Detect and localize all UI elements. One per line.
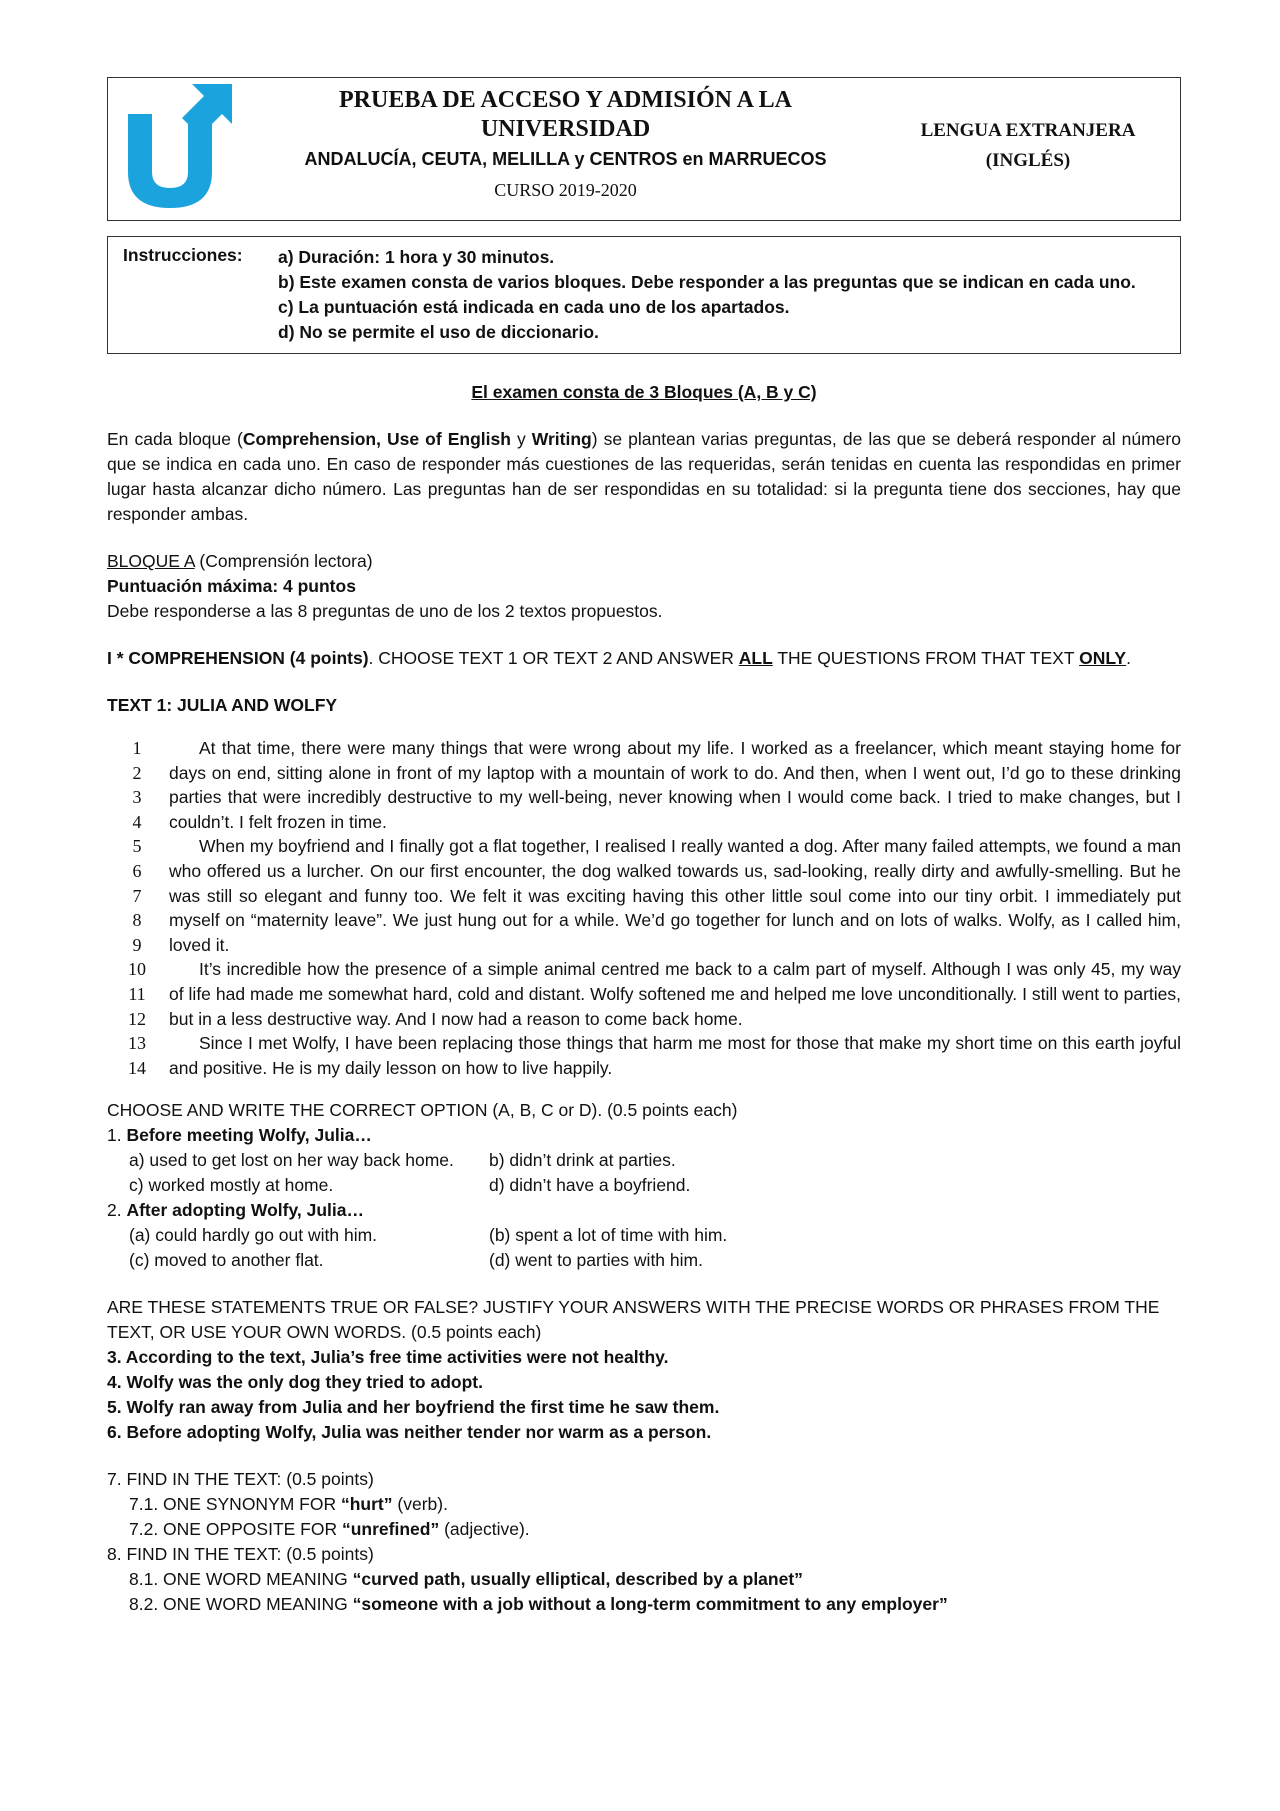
exam-course: CURSO 2019-2020 xyxy=(494,180,637,200)
instructions-box xyxy=(107,236,1181,354)
text-line: 2 days on end, sitting alone in front of my laptop with a mountain of work to do. And then, when I went out, I’d go to these drinking xyxy=(132,762,1181,783)
text-line: 13 Since I met Wolfy, I have been replacing those things that harm me most for those that make my short time on this earth joyful xyxy=(128,1033,1181,1054)
tf-question: 6. Before adopting Wolfy, Julia was neither tender nor warm as a person. xyxy=(107,1422,712,1443)
question-8-2: 8.2. ONE WORD MEANING “someone with a job without a long-term commitment to any employer” xyxy=(129,1594,948,1615)
exam-title-line1: PRUEBA DE ACCESO Y ADMISIÓN A LA xyxy=(339,87,792,113)
question-1-options xyxy=(129,1148,1181,1198)
text-line: 11 of life had made me somewhat hard, cold and distant. Wolfy softened me and helped me love unconditionally. I still went to parties, xyxy=(128,983,1181,1004)
question-7: 7. FIND IN THE TEXT: (0.5 points) xyxy=(107,1469,374,1490)
text-line: 6 who offered us a lurcher. On our first encounter, the dog walked towards us, sad-looking, really dirty and awfully-smelling. But he xyxy=(132,860,1181,881)
option: (d) went to parties with him. xyxy=(489,1250,703,1271)
intro-paragraph: En cada bloque (Comprehension, Use of English y Writing) se plantean varias preguntas, de las que se deberá responder al número que se indica en cada uno. En caso de responder más cuestiones de las requeridas, serán tenidas en cuenta las respondidas en primer lugar hasta alcanzar dicho número. Las preguntas han de ser respondidas en su totalidad: si la pregunta tiene dos secciones, hay que responder ambas. xyxy=(107,429,1181,524)
text-line: 10 It’s incredible how the presence of a simple animal centred me back to a calm part of myself. Although I was only 45, my way xyxy=(128,959,1181,980)
text-line: 12 but in a less destructive way. And I now had a reason to come back home. xyxy=(128,1008,743,1029)
bloque-a-note: Debe responderse a las 8 preguntas de uno de los 2 textos propuestos. xyxy=(107,601,663,621)
option: b) didn’t drink at parties. xyxy=(489,1150,676,1171)
tf-question: 4. Wolfy was the only dog they tried to adopt. xyxy=(107,1372,483,1393)
option: (b) spent a lot of time with him. xyxy=(489,1225,728,1246)
question-8: 8. FIND IN THE TEXT: (0.5 points) xyxy=(107,1544,374,1565)
text-line: 1 At that time, there were many things that were wrong about my life. I worked as a freelancer, which meant staying home for xyxy=(132,738,1181,758)
question-2: 2. After adopting Wolfy, Julia… xyxy=(107,1200,365,1221)
instruction-item: b) Este examen consta de varios bloques. Debe responder a las preguntas que se indican en cada uno. xyxy=(278,272,1136,292)
subject-line1: LENGUA EXTRANJERA xyxy=(920,120,1136,141)
text-line: 9 loved it. xyxy=(132,934,230,955)
mc-instruction: CHOOSE AND WRITE THE CORRECT OPTION (A, B, C or D). (0.5 points each) xyxy=(107,1100,738,1121)
instructions-label: Instrucciones: xyxy=(123,245,243,265)
subject-line2: (INGLÉS) xyxy=(985,150,1071,171)
university-logo xyxy=(120,80,235,210)
exam-region: ANDALUCÍA, CEUTA, MELILLA y CENTROS en MARRUECOS xyxy=(304,149,827,169)
option: (a) could hardly go out with him. xyxy=(129,1225,378,1246)
question-2-options xyxy=(129,1223,1181,1273)
bloque-a-heading: BLOQUE A (Comprensión lectora) xyxy=(107,551,373,571)
text-line: 7 was still so elegant and funny too. We felt it was exciting having this other little soul come into our tiny orbit. I immediately put xyxy=(132,885,1181,906)
option: c) worked mostly at home. xyxy=(129,1175,334,1196)
text1-body xyxy=(107,736,1181,1080)
instruction-item: d) No se permite el uso de diccionario. xyxy=(278,322,599,342)
question-1: 1. Before meeting Wolfy, Julia… xyxy=(107,1125,372,1146)
tf-instruction: ARE THESE STATEMENTS TRUE OR FALSE? JUSTIFY YOUR ANSWERS WITH THE PRECISE WORDS OR PHRASES FROM THE TEXT, OR USE YOUR OWN WORDS. (0.5 points each) xyxy=(107,1297,1160,1343)
instructions-list xyxy=(278,245,1136,345)
text-line: 14 and positive. He is my daily lesson on how to live happily. xyxy=(128,1057,613,1078)
question-7-1: 7.1. ONE SYNONYM FOR “hurt” (verb). xyxy=(129,1494,448,1515)
option: a) used to get lost on her way back home. xyxy=(129,1150,454,1171)
question-7-2: 7.2. ONE OPPOSITE FOR “unrefined” (adjective). xyxy=(129,1519,530,1540)
text-line: 5 When my boyfriend and I finally got a flat together, I realised I really wanted a dog. After many failed attempts, we found a man xyxy=(132,836,1181,857)
option: d) didn’t have a boyfriend. xyxy=(489,1175,691,1196)
tf-question: 5. Wolfy ran away from Julia and her boyfriend the first time he saw them. xyxy=(107,1397,720,1418)
tf-question: 3. According to the text, Julia’s free time activities were not healthy. xyxy=(107,1347,669,1368)
instruction-item: c) La puntuación está indicada en cada uno de los apartados. xyxy=(278,297,790,317)
text-line: 8 myself on “maternity leave”. We just hung out for a while. We’d go together for lunch and on lots of walks. Wolfy, as I called him, xyxy=(132,910,1181,931)
intro-heading: El examen consta de 3 Bloques (A, B y C) xyxy=(471,382,817,402)
exam-title-line2: UNIVERSIDAD xyxy=(480,116,651,142)
instruction-item: a) Duración: 1 hora y 30 minutos. xyxy=(278,247,555,267)
option: (c) moved to another flat. xyxy=(129,1250,324,1271)
text1-title: TEXT 1: JULIA AND WOLFY xyxy=(107,695,338,715)
text-line: 4 couldn’t. I felt frozen in time. xyxy=(132,811,387,832)
header-box xyxy=(107,77,1181,221)
comprehension-instruction: I * COMPREHENSION (4 points). CHOOSE TEXT 1 OR TEXT 2 AND ANSWER ALL THE QUESTIONS FROM THAT TEXT ONLY. xyxy=(107,648,1131,668)
question-8-1: 8.1. ONE WORD MEANING “curved path, usually elliptical, described by a planet” xyxy=(129,1569,803,1590)
exam-content xyxy=(107,380,1181,1617)
text-line: 3 parties that were incredibly destructive to my well-being, never knowing when I would come back. I tried to make changes, but I xyxy=(132,787,1181,808)
bloque-a-score: Puntuación máxima: 4 puntos xyxy=(107,576,356,596)
